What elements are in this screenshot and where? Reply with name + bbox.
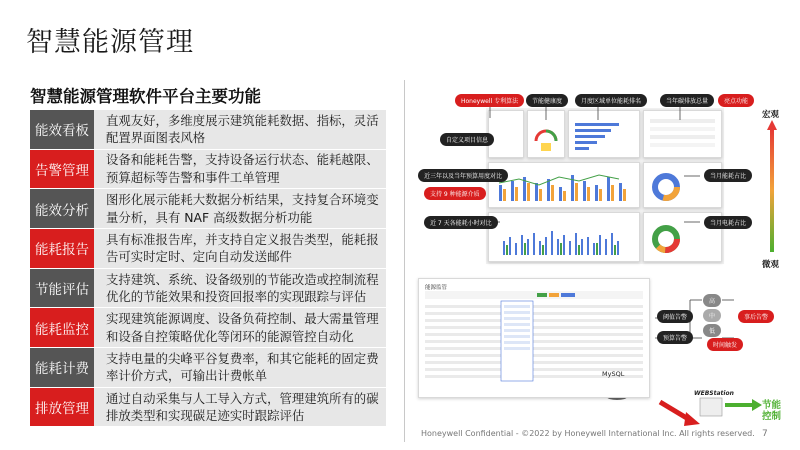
pill-nine-media: 支持 9 种能源介质 (424, 187, 486, 200)
pill-ranking: 月度区域单位能耗排名 (575, 94, 647, 107)
feature-line: 率计价方式，可输出计费帐单 (106, 368, 268, 384)
pill-seven-day: 近 7 天各能耗小时对比 (424, 216, 498, 229)
section-subtitle: 智慧能源管理软件平台主要功能 (30, 87, 261, 106)
level-medium: 中 (703, 309, 721, 322)
pill-highlight: 亮点功能 (718, 94, 754, 107)
feature-tag: 节能评估 (30, 269, 94, 308)
footer-copyright: Honeywell Confidential - ©2022 by Honeywell International Inc. All rights reserved. (421, 429, 755, 438)
feature-line: 通过自动采集与人工导入方式，管理建筑所有的碳 (106, 390, 379, 406)
feature-line: 优化的节能效果和投资回报率的实现跟踪与评估 (106, 289, 367, 304)
feature-tag: 排放管理 (30, 388, 94, 427)
feature-line: 具有标准报告库，并支持自定义报告类型，能耗报 (106, 231, 379, 247)
feature-line: 和设备自控策略优化等闭环的能源管控自动化 (106, 328, 354, 344)
feature-line: 支持建筑、系统、设备级别的节能改造或控制流程 (106, 271, 379, 287)
feature-line: 量分析，具有 NAF 高级数据分析功能 (106, 209, 313, 225)
pill-time-trigger: 时间触发 (707, 338, 743, 351)
feature-line: 图形化展示能耗大数据分析结果，支持复合环境变 (106, 192, 379, 208)
feature-line: 支持电量的尖峰平谷复费率，和其它能耗的固定费 (106, 350, 379, 366)
pill-event-alarm: 事后告警 (738, 310, 774, 323)
pill-threshold-alarm: 阈值告警 (657, 310, 693, 323)
control-line: 控制 (762, 411, 782, 422)
feature-line: 预算超标等告警和事件工单管理 (106, 169, 280, 185)
pill-carbon-total: 当年碳排放总量 (660, 94, 714, 107)
control-line: 节能 (762, 400, 782, 411)
feature-tag: 能效分析 (30, 189, 94, 228)
screen-table-icon (419, 279, 649, 397)
mysql-label: MySQL (602, 370, 625, 378)
feature-line: 设备和能耗告警，支持设备运行状态、能耗越限、 (106, 152, 379, 168)
pill-budget-compare: 近三年以及当年预算用度对比 (418, 169, 508, 182)
level-high: 高 (703, 294, 721, 307)
energy-monitor-screenshot (418, 278, 650, 398)
pill-patent-algorithm: Honeywell 专利算法 (455, 94, 524, 107)
screen-title: 能源监管 (425, 285, 448, 291)
feature-line: 排放类型和实现碳足迹实时跟踪评估 (106, 408, 305, 424)
feature-tag: 能效看板 (30, 110, 94, 149)
page-title: 智慧能源管理 (26, 27, 194, 58)
webstation-label: WEBStation (694, 390, 734, 397)
pill-budget-alarm: 预算告警 (657, 331, 693, 344)
page-number: 7 (762, 429, 768, 439)
feature-tag: 能耗监控 (30, 308, 94, 347)
feature-line: 直观友好，多维度展示建筑能耗数据、指标，灵活 (106, 112, 379, 128)
feature-tag: 能耗报告 (30, 229, 94, 268)
macro-label: 宏观 (762, 110, 780, 120)
pill-monthly-electricity-share: 当月电耗占比 (704, 216, 752, 229)
micro-label: 微观 (762, 260, 780, 270)
energy-control-label (762, 400, 781, 422)
feature-line: 告可实时定时、定向自动发送邮件 (106, 249, 292, 265)
pill-monthly-energy-share: 当月能耗占比 (704, 169, 752, 182)
pill-health: 节能健康度 (526, 94, 568, 107)
feature-line: 实现建筑能源调度、设备负荷控制、最大需量管理 (106, 311, 379, 327)
feature-tag: 能耗计费 (30, 348, 94, 387)
level-low: 低 (703, 324, 721, 337)
feature-line: 配置界面图表风格 (106, 130, 206, 146)
feature-tag: 告警管理 (30, 150, 94, 189)
pill-custom-info: 自定义项目信息 (440, 133, 494, 146)
